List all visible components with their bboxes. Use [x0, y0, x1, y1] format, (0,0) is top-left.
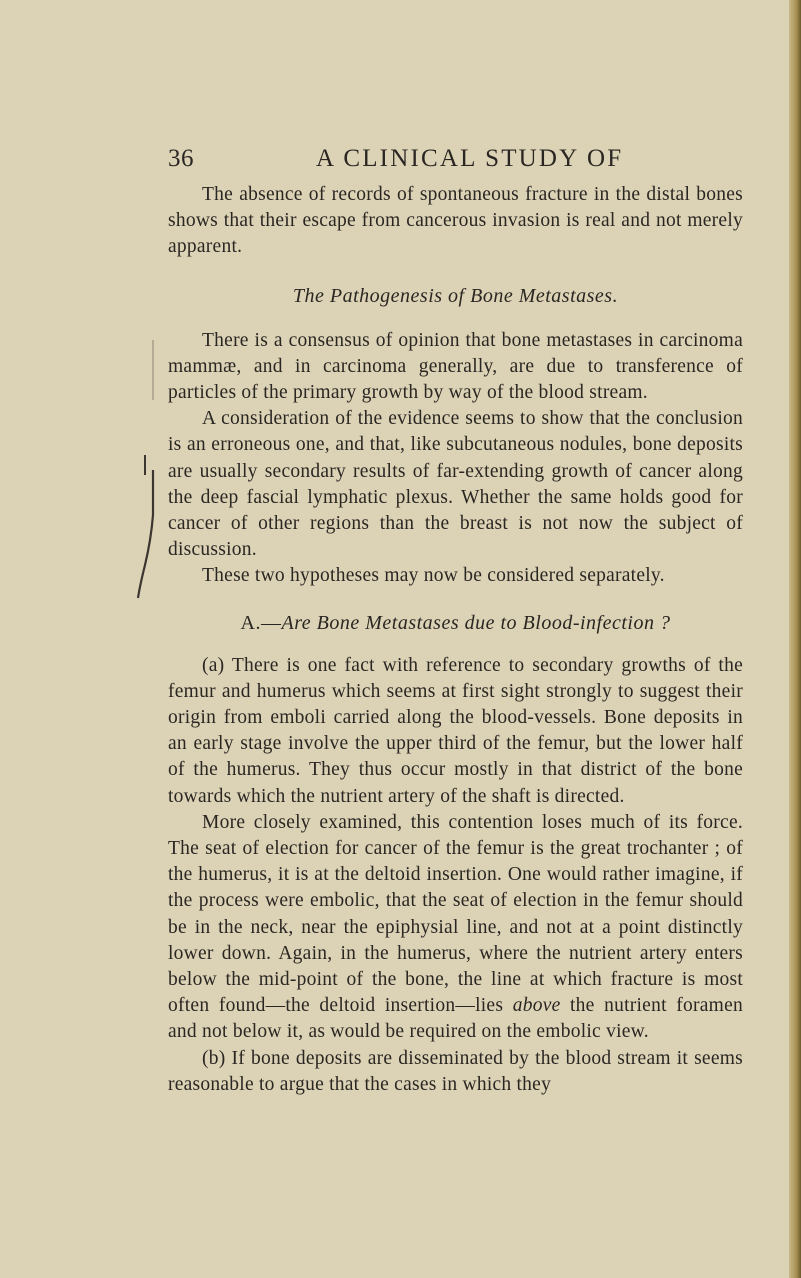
subsection-title: Are Bone Metastases due to Blood-infection ?	[281, 611, 671, 634]
emphasis: above	[512, 995, 561, 1017]
paragraph: A consideration of the evidence seems to show that the conclusion is an erroneous one, and that, like subcutaneous nodules, bone deposits are usually secondary results of far-extending growth of cancer along the deep fascial lymphatic plexus. Whether the same holds good for cancer of other regions than the breast is not now the subject of discussion.	[168, 408, 743, 561]
paragraph: The absence of records of spontaneous fracture in the distal bones shows that their escape from cancerous invasion is real and not merely apparent.	[168, 184, 743, 258]
page-header	[168, 145, 728, 173]
page-edge	[789, 0, 801, 1278]
paragraph: These two hypotheses may now be considered separately.	[202, 565, 665, 587]
body-text	[168, 182, 743, 1098]
paragraph-text: There is one fact with reference to secondary growths of the femur and humerus which seems at first sight strongly to suggest their origin from emboli carried along the blood-vessels. Bone deposits in an early stage involve the upper third of the femur, but the lower half of the humerus. They thus occur mostly in that district of the bone towards which the nutrient artery of the shaft is directed.	[168, 654, 743, 807]
list-label: (b)	[202, 1047, 226, 1069]
list-label: (a)	[202, 654, 225, 676]
paragraph	[168, 653, 743, 810]
page-number: 36	[168, 145, 194, 172]
paragraph	[168, 810, 743, 1046]
subsection-prefix: A.—	[240, 611, 282, 634]
paragraph-text: More closely examined, this contention loses much of its force. The seat of election for cancer of the femur is the great trochanter ; of the humerus, it is at the deltoid insertion. One would rather imagine, if the process were embolic, that the seat of election in the femur should be in the neck, near the epiphysial line, and not at a point distinctly lower down. Again, in the humerus, where the nutrient artery enters below the mid-point of the bone, the line at which fracture is most often found—the deltoid insertion—lies	[168, 811, 743, 1017]
paragraph: There is a consensus of opinion that bone metastases in carcinoma mammæ, and in carcinoma generally, are due to transference of particles of the primary growth by way of the blood stream.	[168, 329, 743, 404]
paragraph	[168, 1046, 743, 1098]
paragraph-text: If bone deposits are disseminated by the blood stream it seems reasonable to argue that the cases in which they	[168, 1047, 743, 1095]
subsection-heading	[168, 612, 743, 635]
paragraph-text: the nutrient foramen and not below it, as would be required on the embolic view.	[168, 995, 743, 1043]
running-title: A CLINICAL STUDY OF	[316, 145, 624, 172]
section-heading: The Pathogenesis of Bone Metastases.	[292, 284, 619, 307]
